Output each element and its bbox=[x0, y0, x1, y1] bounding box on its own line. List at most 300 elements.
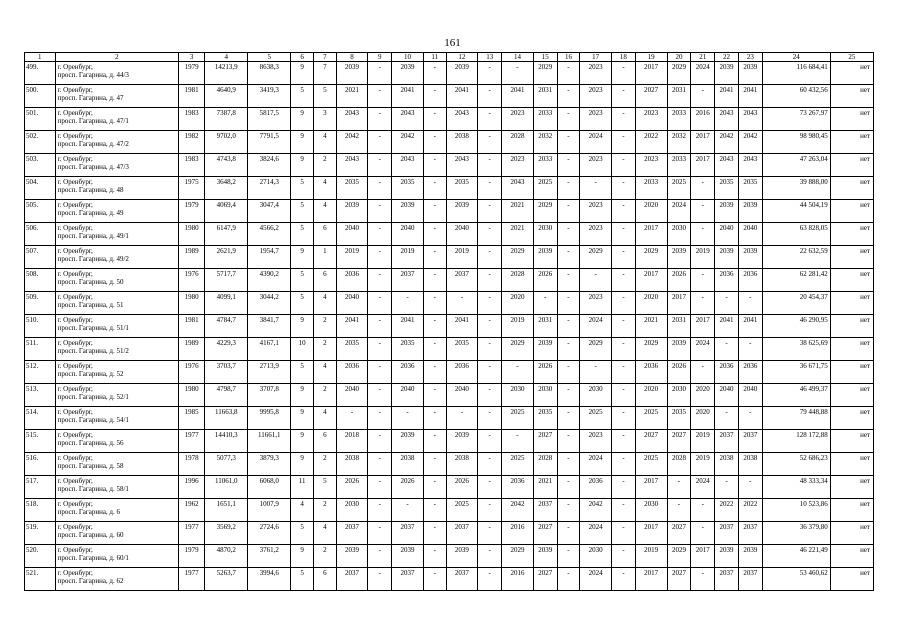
data-cell: 46 290,95 bbox=[762, 315, 830, 338]
address-city: г. Оренбург, bbox=[57, 546, 93, 554]
data-cell: 1980 bbox=[179, 223, 205, 246]
data-cell: 2041 bbox=[502, 85, 534, 108]
data-cell: 2039 bbox=[738, 62, 762, 85]
data-cell: - bbox=[557, 200, 580, 223]
table-row bbox=[25, 499, 874, 522]
address-street: просп. Гагарина, д. 51/2 bbox=[57, 347, 129, 355]
data-cell: - bbox=[691, 522, 715, 545]
data-cell: 2035 bbox=[738, 177, 762, 200]
address-cell bbox=[55, 200, 179, 223]
data-cell: - bbox=[392, 292, 424, 315]
data-cell: нет bbox=[830, 338, 873, 361]
data-cell: 2037 bbox=[392, 568, 424, 591]
data-cell: 4 bbox=[313, 522, 336, 545]
data-cell: 8638,3 bbox=[248, 62, 291, 85]
data-cell: - bbox=[423, 269, 446, 292]
data-cell: 2037 bbox=[336, 568, 368, 591]
data-cell: 2041 bbox=[738, 85, 762, 108]
data-cell: нет bbox=[830, 430, 873, 453]
data-cell: 2019 bbox=[446, 246, 478, 269]
data-cell: 9 bbox=[291, 453, 314, 476]
data-cell: 2042 bbox=[738, 131, 762, 154]
column-number-cell: 7 bbox=[313, 53, 336, 62]
data-cell: 2030 bbox=[580, 545, 612, 568]
data-cell: нет bbox=[830, 200, 873, 223]
address-cell bbox=[55, 522, 179, 545]
data-cell: 62 281,42 bbox=[762, 269, 830, 292]
data-cell: 2025 bbox=[446, 499, 478, 522]
data-cell: 2030 bbox=[533, 384, 557, 407]
data-cell: 2041 bbox=[715, 85, 739, 108]
address-cell bbox=[55, 338, 179, 361]
data-cell: - bbox=[368, 453, 392, 476]
data-cell: 2023 bbox=[580, 430, 612, 453]
row-number-cell: 512. bbox=[25, 361, 56, 384]
data-cell: 4069,4 bbox=[205, 200, 248, 223]
data-cell: 2027 bbox=[667, 430, 691, 453]
data-cell: - bbox=[423, 108, 446, 131]
data-cell: 1996 bbox=[179, 476, 205, 499]
data-cell: - bbox=[691, 499, 715, 522]
data-cell: 2020 bbox=[502, 292, 534, 315]
data-cell: 2037 bbox=[533, 499, 557, 522]
address-city: г. Оренбург, bbox=[57, 247, 93, 255]
address-street: просп. Гагарина, д. 60/1 bbox=[57, 554, 129, 562]
data-cell: 2030 bbox=[502, 384, 534, 407]
data-cell: 46 499,37 bbox=[762, 384, 830, 407]
data-cell: 1954,7 bbox=[248, 246, 291, 269]
data-cell: 2040 bbox=[715, 384, 739, 407]
data-cell: 2035 bbox=[715, 177, 739, 200]
data-cell: 2039 bbox=[336, 545, 368, 568]
data-cell: 2023 bbox=[502, 108, 534, 131]
data-cell: 2022 bbox=[635, 131, 667, 154]
column-number-cell: 6 bbox=[291, 53, 314, 62]
data-cell: - bbox=[612, 200, 636, 223]
data-cell: - bbox=[612, 499, 636, 522]
row-number-cell: 503. bbox=[25, 154, 56, 177]
data-cell: - bbox=[738, 407, 762, 430]
data-cell: 2036 bbox=[502, 476, 534, 499]
address-cell bbox=[55, 499, 179, 522]
data-cell: 2023 bbox=[580, 200, 612, 223]
data-cell: нет bbox=[830, 384, 873, 407]
address-city: г. Оренбург, bbox=[57, 109, 93, 117]
data-cell: - bbox=[557, 315, 580, 338]
data-cell: 2032 bbox=[667, 131, 691, 154]
table-row bbox=[25, 154, 874, 177]
data-cell: - bbox=[423, 453, 446, 476]
data-cell: 10 bbox=[291, 338, 314, 361]
data-cell: - bbox=[557, 223, 580, 246]
data-cell: 3707,8 bbox=[248, 384, 291, 407]
data-cell: - bbox=[557, 407, 580, 430]
data-cell: - bbox=[368, 131, 392, 154]
address-street: просп. Гагарина, д. 48 bbox=[57, 186, 124, 194]
data-cell: 2038 bbox=[715, 453, 739, 476]
data-cell: нет bbox=[830, 315, 873, 338]
data-cell: - bbox=[423, 499, 446, 522]
data-cell: 2036 bbox=[715, 361, 739, 384]
column-number-cell: 12 bbox=[446, 53, 478, 62]
data-cell: 1985 bbox=[179, 407, 205, 430]
address-street: просп. Гагарина, д. 56 bbox=[57, 439, 124, 447]
data-cell: 2019 bbox=[502, 315, 534, 338]
data-cell: 98 980,45 bbox=[762, 131, 830, 154]
data-cell: нет bbox=[830, 108, 873, 131]
data-cell: 2033 bbox=[635, 177, 667, 200]
data-cell: 2029 bbox=[533, 62, 557, 85]
address-cell bbox=[55, 407, 179, 430]
data-cell: 6068,0 bbox=[248, 476, 291, 499]
address-street: просп. Гагарина, д. 54/1 bbox=[57, 416, 129, 424]
data-cell: 2 bbox=[313, 315, 336, 338]
column-number-cell: 8 bbox=[336, 53, 368, 62]
address-street: просп. Гагарина, д. 49/2 bbox=[57, 255, 129, 263]
data-cell: 2025 bbox=[580, 407, 612, 430]
address-city: г. Оренбург, bbox=[57, 569, 93, 577]
address-city: г. Оренбург, bbox=[57, 477, 93, 485]
table-row bbox=[25, 545, 874, 568]
address-street: просп. Гагарина, д. 52 bbox=[57, 370, 124, 378]
column-number-cell: 25 bbox=[830, 53, 873, 62]
data-cell: 2023 bbox=[580, 108, 612, 131]
data-cell: - bbox=[557, 545, 580, 568]
data-cell: 2042 bbox=[392, 131, 424, 154]
data-cell: - bbox=[368, 108, 392, 131]
row-number-cell: 513. bbox=[25, 384, 56, 407]
data-cell: 1983 bbox=[179, 154, 205, 177]
table-row bbox=[25, 338, 874, 361]
data-cell: 5 bbox=[291, 269, 314, 292]
data-cell: 2026 bbox=[446, 476, 478, 499]
data-cell: 2039 bbox=[738, 545, 762, 568]
data-cell: - bbox=[557, 154, 580, 177]
data-cell: 2621,9 bbox=[205, 246, 248, 269]
data-cell: 2023 bbox=[635, 154, 667, 177]
data-cell: - bbox=[368, 568, 392, 591]
data-cell: нет bbox=[830, 453, 873, 476]
data-cell: - bbox=[423, 292, 446, 315]
data-cell: - bbox=[557, 476, 580, 499]
row-number-cell: 507. bbox=[25, 246, 56, 269]
data-cell: 2040 bbox=[738, 384, 762, 407]
address-city: г. Оренбург, bbox=[57, 132, 93, 140]
data-cell: 11661,1 bbox=[248, 430, 291, 453]
data-cell: 1976 bbox=[179, 361, 205, 384]
data-cell: - bbox=[502, 430, 534, 453]
data-cell: 3879,3 bbox=[248, 453, 291, 476]
data-cell: 3994,6 bbox=[248, 568, 291, 591]
data-cell: - bbox=[423, 430, 446, 453]
data-cell: 5717,7 bbox=[205, 269, 248, 292]
data-cell: 2019 bbox=[691, 453, 715, 476]
data-cell: - bbox=[423, 407, 446, 430]
row-number-cell: 501. bbox=[25, 108, 56, 131]
address-cell bbox=[55, 430, 179, 453]
data-cell: - bbox=[612, 568, 636, 591]
data-cell: - bbox=[368, 338, 392, 361]
data-cell: 2026 bbox=[667, 269, 691, 292]
data-cell: 6147,9 bbox=[205, 223, 248, 246]
column-number-cell: 4 bbox=[205, 53, 248, 62]
column-number-cell: 15 bbox=[533, 53, 557, 62]
data-cell: 1981 bbox=[179, 315, 205, 338]
data-cell: 2039 bbox=[446, 62, 478, 85]
data-cell: - bbox=[612, 522, 636, 545]
column-number-cell: 24 bbox=[762, 53, 830, 62]
table-row bbox=[25, 407, 874, 430]
data-cell: - bbox=[691, 568, 715, 591]
data-cell: 2037 bbox=[446, 568, 478, 591]
address-street: просп. Гагарина, д. 58 bbox=[57, 462, 124, 470]
data-cell: - bbox=[478, 499, 502, 522]
data-cell: 2017 bbox=[635, 476, 667, 499]
address-cell bbox=[55, 292, 179, 315]
address-street: просп. Гагарина, д. 47 bbox=[57, 94, 124, 102]
data-cell: 2021 bbox=[533, 476, 557, 499]
address-cell bbox=[55, 269, 179, 292]
data-cell: 2031 bbox=[667, 85, 691, 108]
data-cell: - bbox=[557, 499, 580, 522]
data-cell: - bbox=[533, 292, 557, 315]
data-cell: 2036 bbox=[580, 476, 612, 499]
address-street: просп. Гагарина, д. 60 bbox=[57, 531, 124, 539]
data-cell: 2724,6 bbox=[248, 522, 291, 545]
data-cell: - bbox=[478, 315, 502, 338]
data-cell: 2037 bbox=[738, 430, 762, 453]
data-cell: 2020 bbox=[635, 384, 667, 407]
data-cell: 2020 bbox=[691, 384, 715, 407]
address-city: г. Оренбург, bbox=[57, 86, 93, 94]
data-cell: нет bbox=[830, 522, 873, 545]
data-cell: 4 bbox=[313, 131, 336, 154]
data-cell: - bbox=[557, 62, 580, 85]
data-cell: - bbox=[423, 545, 446, 568]
address-city: г. Оренбург, bbox=[57, 362, 93, 370]
data-cell: 5 bbox=[291, 361, 314, 384]
data-cell: 9 bbox=[291, 246, 314, 269]
data-cell: - bbox=[715, 407, 739, 430]
data-cell: 14213,9 bbox=[205, 62, 248, 85]
data-cell: 5 bbox=[291, 223, 314, 246]
data-cell: 2024 bbox=[580, 131, 612, 154]
data-cell: 2024 bbox=[580, 568, 612, 591]
data-cell: 2017 bbox=[691, 315, 715, 338]
data-cell: 2043 bbox=[738, 108, 762, 131]
data-cell: - bbox=[368, 476, 392, 499]
data-cell: - bbox=[557, 131, 580, 154]
data-cell: 2021 bbox=[635, 315, 667, 338]
data-cell: - bbox=[478, 200, 502, 223]
data-cell: 2039 bbox=[738, 200, 762, 223]
data-cell: 2037 bbox=[446, 269, 478, 292]
data-cell: - bbox=[478, 361, 502, 384]
data-cell: 2035 bbox=[667, 407, 691, 430]
data-cell: 2017 bbox=[635, 223, 667, 246]
table-row bbox=[25, 361, 874, 384]
data-cell: 2038 bbox=[446, 131, 478, 154]
data-cell: 2023 bbox=[580, 85, 612, 108]
data-cell: 1978 bbox=[179, 453, 205, 476]
data-cell: - bbox=[502, 361, 534, 384]
data-cell: 73 267,97 bbox=[762, 108, 830, 131]
data-cell: нет bbox=[830, 154, 873, 177]
data-cell: 3569,2 bbox=[205, 522, 248, 545]
data-cell: - bbox=[667, 499, 691, 522]
data-cell: - bbox=[368, 361, 392, 384]
data-cell: - bbox=[368, 499, 392, 522]
data-cell: 1982 bbox=[179, 131, 205, 154]
data-cell: 9 bbox=[291, 108, 314, 131]
data-cell: 3044,2 bbox=[248, 292, 291, 315]
data-cell: 9 bbox=[291, 407, 314, 430]
data-cell: 5 bbox=[291, 522, 314, 545]
data-cell: 2023 bbox=[502, 154, 534, 177]
data-cell: 4 bbox=[313, 407, 336, 430]
column-number-cell: 19 bbox=[635, 53, 667, 62]
data-cell: - bbox=[368, 246, 392, 269]
data-cell: 4 bbox=[291, 499, 314, 522]
data-cell: 2 bbox=[313, 545, 336, 568]
data-cell: 36 379,80 bbox=[762, 522, 830, 545]
column-number-cell: 21 bbox=[691, 53, 715, 62]
data-cell: 2029 bbox=[580, 246, 612, 269]
data-cell: 2042 bbox=[580, 499, 612, 522]
data-cell: 6 bbox=[313, 223, 336, 246]
data-cell: 4 bbox=[313, 361, 336, 384]
address-street: просп. Гагарина, д. 51/1 bbox=[57, 324, 129, 332]
data-cell: - bbox=[715, 476, 739, 499]
data-cell: - bbox=[368, 545, 392, 568]
data-cell: - bbox=[612, 131, 636, 154]
address-city: г. Оренбург, bbox=[57, 339, 93, 347]
address-street: просп. Гагарина, д. 47/3 bbox=[57, 163, 129, 171]
data-cell: 2020 bbox=[691, 407, 715, 430]
data-cell: 9 bbox=[291, 384, 314, 407]
data-cell: - bbox=[423, 154, 446, 177]
data-cell: - bbox=[502, 62, 534, 85]
data-cell: 2017 bbox=[635, 269, 667, 292]
data-cell: - bbox=[738, 338, 762, 361]
column-number-cell: 13 bbox=[478, 53, 502, 62]
data-cell: 5817,5 bbox=[248, 108, 291, 131]
data-cell: 2039 bbox=[715, 545, 739, 568]
data-cell: 2 bbox=[313, 154, 336, 177]
data-cell: 2023 bbox=[580, 292, 612, 315]
address-street: просп. Гагарина, д. 49/1 bbox=[57, 232, 129, 240]
data-cell: 2 bbox=[313, 499, 336, 522]
data-cell: - bbox=[478, 154, 502, 177]
data-cell: 2038 bbox=[738, 453, 762, 476]
data-cell: нет bbox=[830, 246, 873, 269]
data-cell: 2019 bbox=[691, 246, 715, 269]
data-cell: - bbox=[612, 430, 636, 453]
data-cell: - bbox=[612, 85, 636, 108]
data-cell: 1989 bbox=[179, 246, 205, 269]
table-row bbox=[25, 246, 874, 269]
data-cell: 53 460,62 bbox=[762, 568, 830, 591]
data-cell: 2043 bbox=[336, 108, 368, 131]
data-cell: 2037 bbox=[392, 522, 424, 545]
data-cell: 2042 bbox=[715, 131, 739, 154]
data-cell: - bbox=[423, 384, 446, 407]
data-cell: 2029 bbox=[502, 545, 534, 568]
data-cell: - bbox=[612, 545, 636, 568]
data-cell: 1979 bbox=[179, 62, 205, 85]
data-cell: 60 432,56 bbox=[762, 85, 830, 108]
data-cell: 1983 bbox=[179, 108, 205, 131]
column-number-cell: 18 bbox=[612, 53, 636, 62]
data-cell: 5 bbox=[291, 568, 314, 591]
data-cell: 2037 bbox=[715, 430, 739, 453]
row-number-cell: 500. bbox=[25, 85, 56, 108]
data-cell: 3761,2 bbox=[248, 545, 291, 568]
data-cell: - bbox=[478, 269, 502, 292]
address-street: просп. Гагарина, д. 47/1 bbox=[57, 117, 129, 125]
data-cell: 1979 bbox=[179, 200, 205, 223]
table-row bbox=[25, 453, 874, 476]
data-cell: 2017 bbox=[635, 522, 667, 545]
data-cell: - bbox=[715, 292, 739, 315]
data-cell: 2 bbox=[313, 338, 336, 361]
row-number-cell: 502. bbox=[25, 131, 56, 154]
data-cell: 11663,8 bbox=[205, 407, 248, 430]
table-row bbox=[25, 476, 874, 499]
data-cell: - bbox=[368, 85, 392, 108]
data-cell: - bbox=[368, 407, 392, 430]
column-number-cell: 9 bbox=[368, 53, 392, 62]
data-cell: 2041 bbox=[446, 315, 478, 338]
column-number-cell: 23 bbox=[738, 53, 762, 62]
data-cell: 2039 bbox=[446, 200, 478, 223]
data-cell: 2022 bbox=[715, 499, 739, 522]
data-cell: 2038 bbox=[446, 453, 478, 476]
data-cell: - bbox=[612, 361, 636, 384]
data-cell: 2026 bbox=[667, 361, 691, 384]
row-number-cell: 504. bbox=[25, 177, 56, 200]
data-cell: - bbox=[336, 407, 368, 430]
address-cell bbox=[55, 476, 179, 499]
address-city: г. Оренбург, bbox=[57, 431, 93, 439]
data-cell: - bbox=[557, 453, 580, 476]
data-cell: 2033 bbox=[533, 108, 557, 131]
data-cell: - bbox=[423, 338, 446, 361]
data-cell: 36 671,75 bbox=[762, 361, 830, 384]
data-cell: 2017 bbox=[691, 131, 715, 154]
data-cell: 39 888,00 bbox=[762, 177, 830, 200]
data-cell: 46 221,49 bbox=[762, 545, 830, 568]
address-cell bbox=[55, 545, 179, 568]
data-cell: - bbox=[446, 407, 478, 430]
data-cell: 2017 bbox=[691, 545, 715, 568]
data-cell: 2019 bbox=[691, 430, 715, 453]
data-cell: 2025 bbox=[533, 177, 557, 200]
data-cell: 2038 bbox=[392, 453, 424, 476]
data-cell: 2039 bbox=[533, 338, 557, 361]
address-street: просп. Гагарина, д. 52/1 bbox=[57, 393, 129, 401]
data-cell: 2039 bbox=[533, 246, 557, 269]
data-cell: 5077,3 bbox=[205, 453, 248, 476]
data-cell: 2033 bbox=[667, 154, 691, 177]
data-cell: 2019 bbox=[392, 246, 424, 269]
data-cell: 2035 bbox=[336, 177, 368, 200]
data-cell: 2040 bbox=[715, 223, 739, 246]
table-row bbox=[25, 430, 874, 453]
data-cell: - bbox=[612, 338, 636, 361]
data-cell: 1977 bbox=[179, 430, 205, 453]
data-cell: - bbox=[691, 200, 715, 223]
